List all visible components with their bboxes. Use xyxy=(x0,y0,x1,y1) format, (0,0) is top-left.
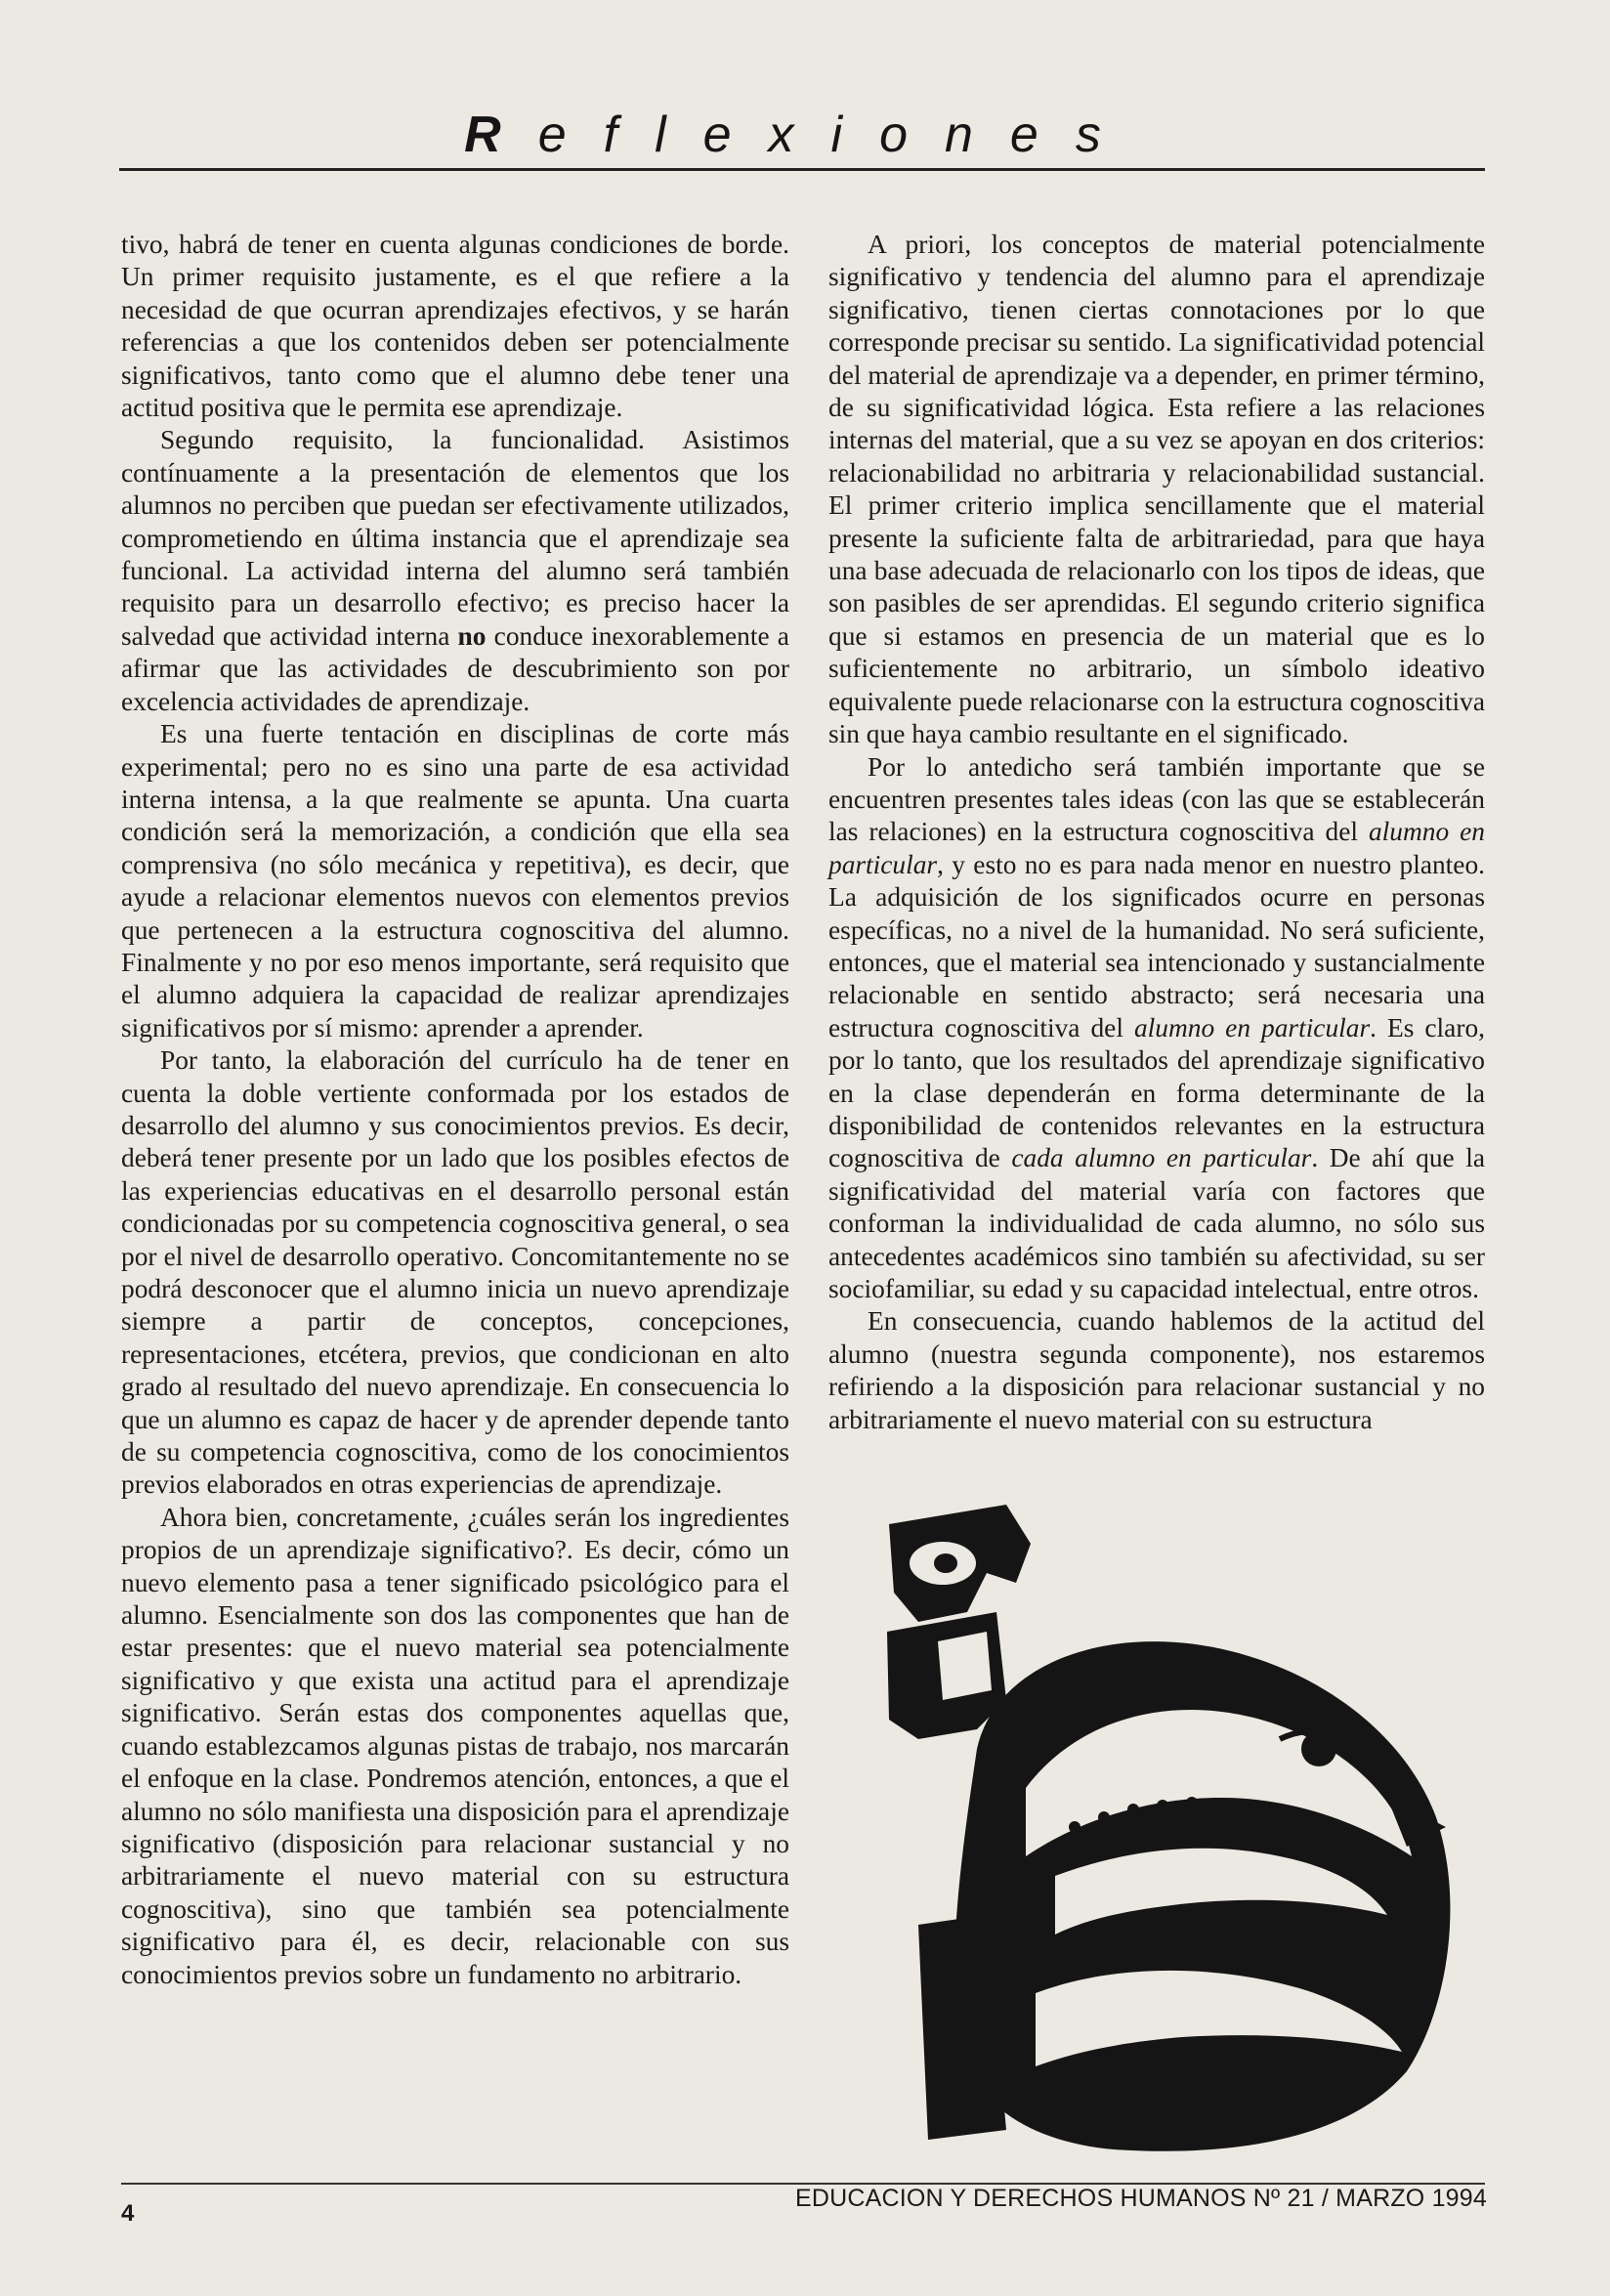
running-header xyxy=(117,106,1485,174)
section-title-rest: eflexiones xyxy=(537,106,1138,163)
paragraph: tivo, habrá de tener en cuenta algunas condiciones de borde. Un primer requisito justamente, es el que refiere a la necesidad de que ocurran aprendizajes efectivos, y se harán referencias a que los contenidos deben ser potencialmente significativos, tanto como que el alumno debe tener una actitud positiva que le permita ese aprendizaje. xyxy=(121,230,789,423)
header-rule xyxy=(119,168,1485,171)
bold-word: no xyxy=(457,620,487,651)
paragraph: A priori, los conceptos de material potencialmente significativo y tendencia del alumno para el aprendizaje significativo, tienen ciertas connotaciones por lo que corresponde precisar su sentido. La significatividad potencial del material de aprendizaje va a depender, en primer término, de su significatividad lógica. Esta refiere a las relaciones internas del material, que a su vez se apoyan en dos criterios: relacionabilidad no arbitraria y relacionabilidad sustancial. El primer criterio implica sencillamente que el material presente la suficiente falta de arbitrariedad, para que haya una base adecuada de relacionarlo con los tipos de ideas, que son pasibles de ser aprendidas. El segundo criterio significa que si estamos en presencia de un material que es lo suficientemente no arbitrario, un símbolo ideativo equivalente puede relacionarse con la estructura cognoscitiva sin que haya cambio resultante en el significado. xyxy=(828,230,1485,749)
paragraph-text: . Es claro, por lo tanto, que los resultados del aprendizaje significativo en la clase dependerán en forma determinante de la disponibilidad de contenidos relevantes en la estructura cognoscitiva de xyxy=(828,1012,1485,1173)
publication-info: EDUCACION Y DERECHOS HUMANOS Nº 21 / MARZO 1994 xyxy=(794,2185,1487,2212)
left-column xyxy=(121,229,789,1991)
paragraph-text: conduce inexorablemente a afirmar que las actividades de descubrimiento son por excelencia actividades de aprendizaje. xyxy=(121,620,789,716)
section-title xyxy=(117,106,1485,164)
emphasis: alumno en particular xyxy=(1133,1012,1371,1042)
paragraph xyxy=(121,424,789,718)
paragraph: Es una fuerte tentación en disciplinas de corte más experimental; pero no es sino una parte de esa actividad interna intensa, a la que realmente se apunta. Una cuarta condición será la memorización, a condición que ella sea comprensiva (no sólo mecánica y repetitiva), es decir, que ayude a relacionar elementos nuevos con elementos previos que pertenecen a la estructura cognoscitiva del alumno. Finalmente y no por eso menos importante, será requisito que el alumno adquiera la capacidad de realizar aprendizajes significativos por sí mismo: aprender a aprender. xyxy=(121,719,789,1042)
bird-woodcut-icon xyxy=(860,1505,1485,2159)
paragraph-text: . De ahí que la significatividad del material varía con factores que conforman la individualidad de cada alumno, no sólo sus antecedentes académicos sino también su afectividad, su ser sociofamiliar, su edad y su capacidad intelectual, entre otros. xyxy=(828,1143,1485,1303)
right-column xyxy=(828,229,1485,1436)
paragraph-text: Por lo antedicho será también importante que se encuentren presentes tales ideas (con las que se establecerán las relaciones) en la estructura cognoscitiva del xyxy=(828,751,1485,847)
page-number: 4 xyxy=(121,2200,135,2227)
paragraph-text: Segundo requisito, la funcionalidad. Asistimos contínuamente a la presentación de elementos que los alumnos no perciben que puedan ser efectivamente utilizados, comprometiendo en última instancia que el aprendizaje sea funcional. La actividad interna del alumno será también requisito para un desarrollo efectivo; es preciso hacer la salvedad que actividad interna xyxy=(121,425,789,651)
paragraph-text: , y esto no es para nada menor en nuestro planteo. La adquisición de los significados ocurre en personas específicas, no a nivel de la humanidad. No será suficiente, entonces, que el material sea intencionado y sustancialmente relacionable en sentido abstracto; será necesaria una estructura cognoscitiva del xyxy=(828,849,1485,1042)
paragraph: Por tanto, la elaboración del currículo ha de tener en cuenta la doble vertiente conformada por los estados de desarrollo del alumno y sus conocimientos previos. Es decir, deberá tener presente por un lado que los posibles efectos de las experiencias educativas en el desarrollo personal están condicionadas por su competencia cognoscitiva general, o sea por el nivel de desarrollo operativo. Concomitantemente no se podrá desconocer que el alumno inicia un nuevo aprendizaje siempre a partir de conceptos, concepciones, representaciones, etcétera, previos, que condicionan en alto grado al resultado del nuevo aprendizaje. En consecuencia lo que un alumno es capaz de hacer y de aprender depende tanto de su competencia cognoscitiva, como de los conocimientos previos elaborados en otras experiencias de aprendizaje. xyxy=(121,1045,789,1500)
paragraph: En consecuencia, cuando hablemos de la actitud del alumno (nuestra segunda componente), nos estaremos refiriendo a la disposición para relacionar sustancial y no arbitrariamente el nuevo material con su estructura xyxy=(828,1306,1485,1434)
section-title-initial: R xyxy=(464,106,538,163)
paragraph: Ahora bien, concretamente, ¿cuáles serán los ingredientes propios de un aprendizaje significativo?. Es decir, cómo un nuevo elemento pasa a tener significado psicológico para el alumno. Esencialmente son dos las componentes que han de estar presentes: que el nuevo material sea potencialmente significativo y que exista una actitud para el aprendizaje significativo. Serán estas dos componentes aquellas que, cuando establezcamos algunas pistas de trabajo, nos marcarán el enfoque en la clase. Pondremos atención, entonces, a que el alumno no sólo manifiesta una disposición para el aprendizaje significativo (disposición para relacionar sustancial y no arbitrariamente el nuevo material con su estructura cognoscitiva), sino que también sea potencialmente significativo para él, es decir, relacionable con sus conocimientos previos sobre un fundamento no arbitrario. xyxy=(121,1502,789,1989)
emphasis: alumno en particular xyxy=(828,817,1485,879)
woodcut-bird-illustration xyxy=(860,1505,1485,2159)
paragraph xyxy=(828,751,1485,1306)
emphasis: cada alumno en particular xyxy=(1011,1143,1312,1173)
